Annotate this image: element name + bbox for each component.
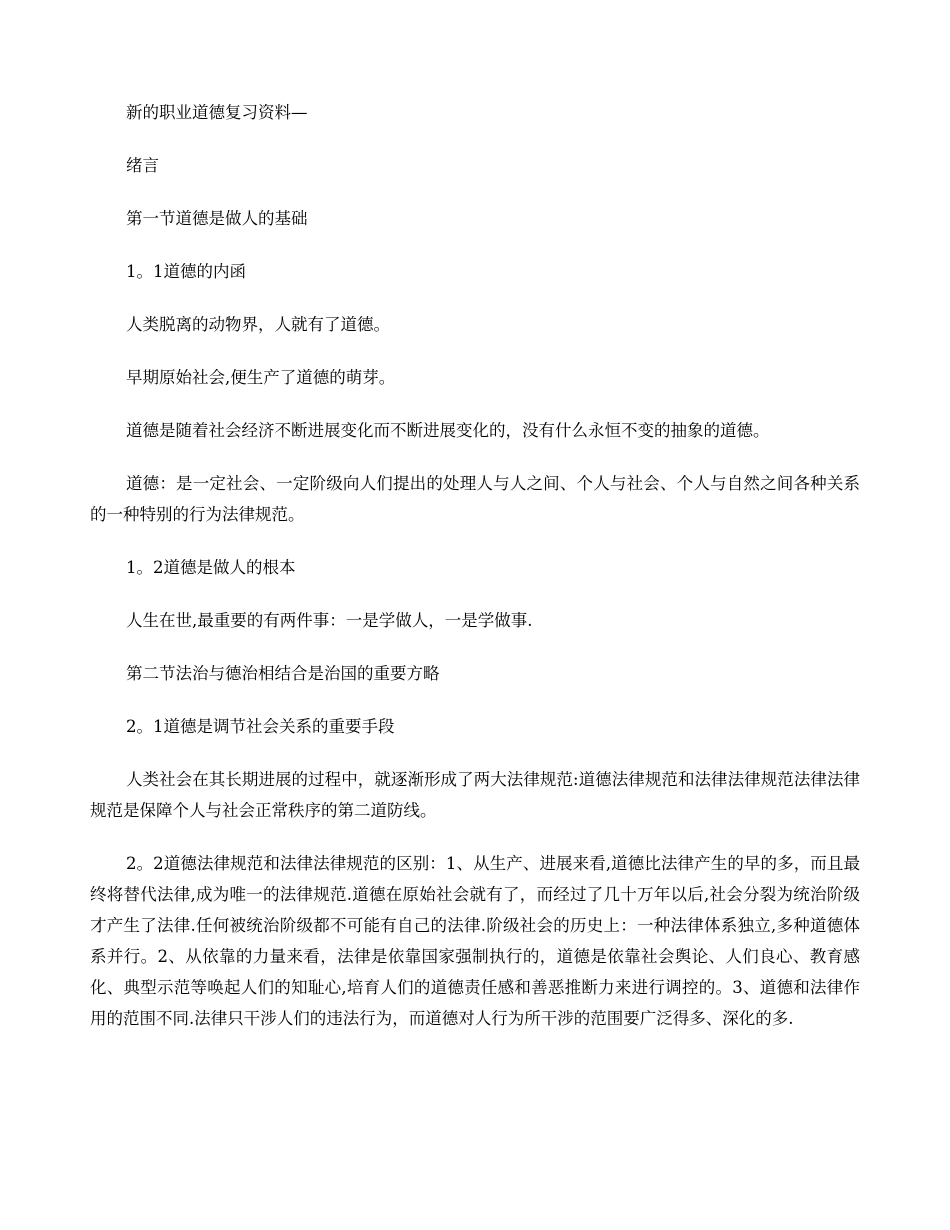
body-paragraph: 道德是随着社会经济不断进展变化而不断进展变化的，没有什么永恒不变的抽象的道德。 <box>126 421 770 440</box>
subsection-heading-1-1: 1。1道德的内函 <box>126 262 246 281</box>
subsection-heading-2-1: 2。1道德是调节社会关系的重要手段 <box>126 717 395 736</box>
body-paragraph: 人生在世,最重要的有两件事：一是学做人，一是学做事. <box>126 611 533 630</box>
subsection-heading-1-2: 1。2道德是做人的根本 <box>126 558 296 577</box>
body-paragraph: 2。2道德法律规范和法律法律规范的区别：1、从生产、进展来看,道德比法律产生的早的多，而且最终将替代法律,成为唯一的法律规范.道德在原始社会就有了，而经过了几十万年以后,社会分裂为统治阶级才产生了法律.任何被统治阶级都不可能有自己的法律.阶级社会的历史上：一种法律体系独立,多种道德体系并行。2、从依靠的力量来看，法律是依靠国家强制执行的，道德是依靠社会舆论、人们良心、教育感化、典型示范等唤起人们的知耻心,培育人们的道德责任感和善恶推断力来进行调控的。3、道德和法律作用的范围不同.法律只干涉人们的违法行为，而道德对人行为所干涉的范围要广泛得多、深化的多. <box>90 854 860 1028</box>
document-title: 新的职业道德复习资料— <box>126 103 308 122</box>
section-heading-1: 第一节道德是做人的基础 <box>126 209 308 228</box>
section-heading-preface: 绪言 <box>126 156 159 175</box>
body-paragraph: 人类社会在其长期进展的过程中，就逐渐形成了两大法律规范:道德法律规范和法律法律规范法律法律规范是保障个人与社会正常秩序的第二道防线。 <box>90 770 860 820</box>
document-page <box>90 97 860 1056</box>
definition-paragraph: 道德：是一定社会、一定阶级向人们提出的处理人与人之间、个人与社会、个人与自然之间各种关系的一种特别的行为法律规范。 <box>90 474 860 524</box>
body-paragraph: 人类脱离的动物界，人就有了道德。 <box>126 315 390 334</box>
section-heading-2: 第二节法治与德治相结合是治国的重要方略 <box>126 664 440 683</box>
body-paragraph: 早期原始社会,便生产了道德的萌芽。 <box>126 368 396 387</box>
